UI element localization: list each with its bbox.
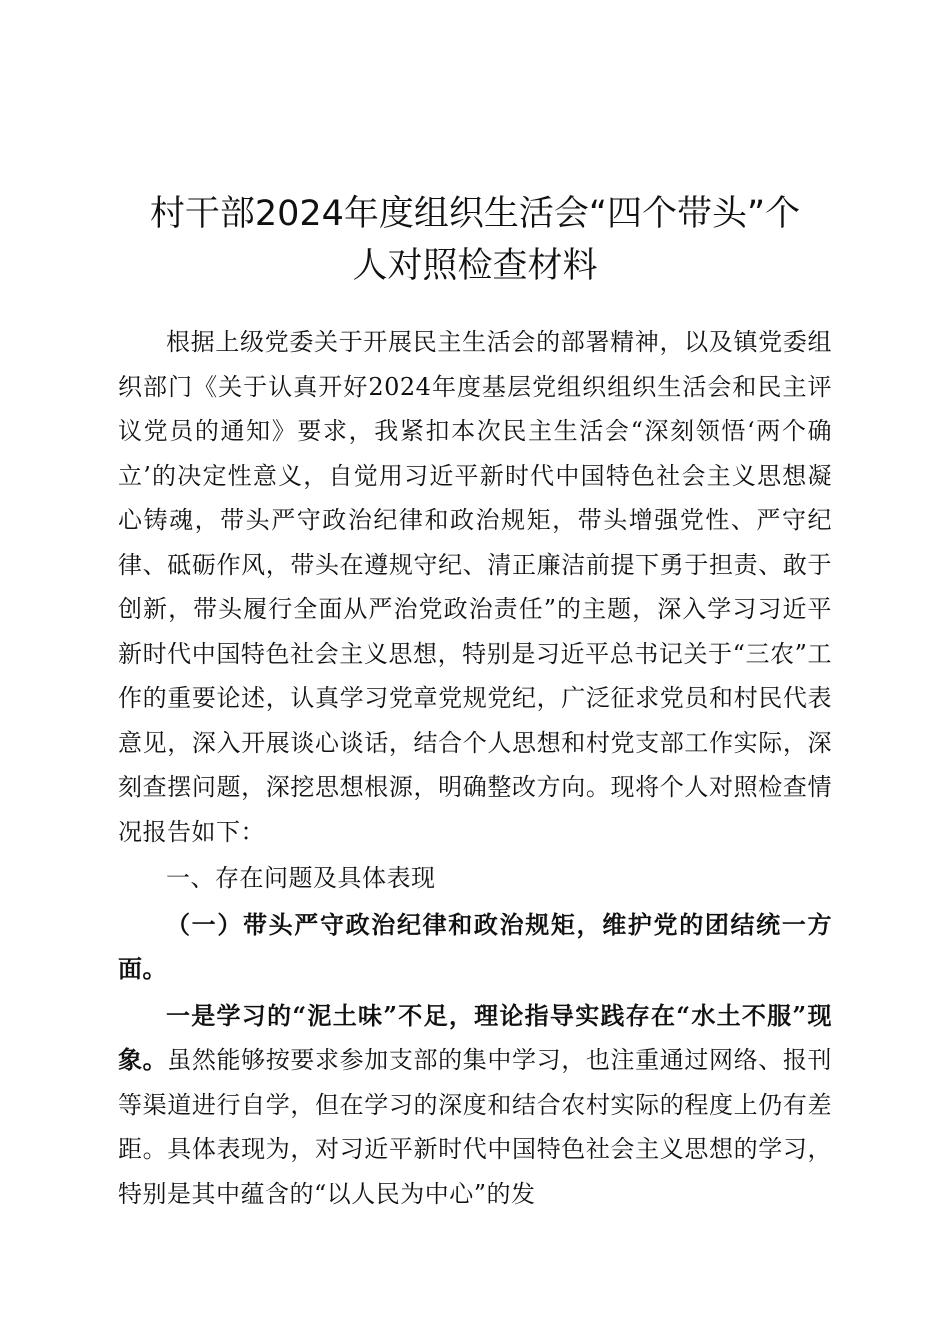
document-title	[120, 188, 830, 292]
point-paragraph	[118, 994, 832, 1217]
section-heading	[118, 856, 832, 901]
point-lead: 一是学习的“泥土味”不足，理论指导实践存在“水土不服”现象。	[118, 1000, 832, 1074]
intro-paragraph	[118, 320, 832, 854]
point-text: 虽然能够按要求参加支部的集中学习，也注重通过网络、报刊等渠道进行自学，但在学习的深度和结合农村实际的程度上仍有差距。具体表现为，对习近平新时代中国特色社会主义思想的学习，特别是其中蕴含的“以人民为中心”的发	[118, 1046, 832, 1208]
subsection-heading-text: （一）带头严守政治纪律和政治规矩，维护党的团结统一方面。	[118, 909, 832, 983]
subsection-heading	[118, 903, 832, 992]
section-heading-text: 一、存在问题及具体表现	[166, 864, 436, 892]
title-line-2: 人对照检查材料	[352, 246, 598, 286]
title-line-1: 村干部2024年度组织生活会“四个带头”个	[149, 194, 801, 234]
intro-paragraph-text: 根据上级党委关于开展民主生活会的部署精神，以及镇党委组织部门《关于认真开好2024年度基层党组织组织生活会和民主评议党员的通知》要求，我紧扣本次民主生活会“深刻领悟‘两个确立’的决定性意义，自觉用习近平新时代中国特色社会主义思想凝心铸魂，带头严守政治纪律和政治规矩，带头增强党性、严守纪律、砥砺作风，带头在遵规守纪、清正廉洁前提下勇于担责、敢于创新，带头履行全面从严治党政治责任”的主题，深入学习习近平新时代中国特色社会主义思想，特别是习近平总书记关于“三农”工作的重要论述，认真学习党章党规党纪，广泛征求党员和村民代表意见，深入开展谈心谈话，结合个人思想和村党支部工作实际，深刻查摆问题，深挖思想根源，明确整改方向。现将个人对照检查情况报告如下：	[118, 328, 832, 846]
document-body	[118, 320, 832, 1216]
